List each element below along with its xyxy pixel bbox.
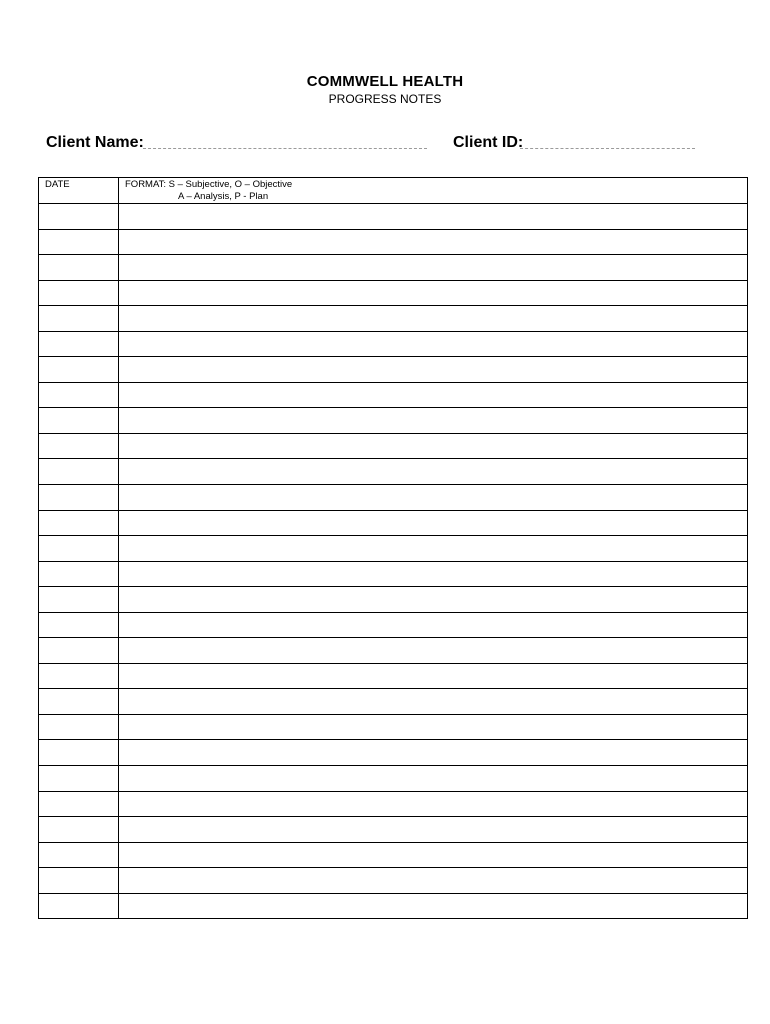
table-row [39,868,748,894]
table-row [39,306,748,332]
table-row [39,204,748,230]
form-title: COMMWELL HEALTH [306,73,464,90]
note-cell[interactable] [119,791,748,817]
note-cell[interactable] [119,868,748,894]
table-row [39,842,748,868]
note-cell[interactable] [119,382,748,408]
table-row [39,331,748,357]
date-cell[interactable] [39,459,119,485]
date-cell[interactable] [39,612,119,638]
table-row [39,587,748,613]
note-cell[interactable] [119,893,748,919]
note-cell[interactable] [119,255,748,281]
date-cell[interactable] [39,587,119,613]
note-cell[interactable] [119,817,748,843]
note-cell[interactable] [119,638,748,664]
date-cell[interactable] [39,255,119,281]
note-cell[interactable] [119,357,748,383]
date-cell[interactable] [39,331,119,357]
date-cell[interactable] [39,561,119,587]
date-cell[interactable] [39,510,119,536]
table-row [39,229,748,255]
table-row [39,714,748,740]
note-cell[interactable] [119,612,748,638]
table-row [39,612,748,638]
note-cell[interactable] [119,689,748,715]
date-cell[interactable] [39,663,119,689]
date-cell[interactable] [39,689,119,715]
table-row [39,791,748,817]
table-row [39,817,748,843]
format-column-header [119,178,748,204]
table-row [39,280,748,306]
table-row [39,766,748,792]
note-cell[interactable] [119,766,748,792]
date-cell[interactable] [39,280,119,306]
note-cell[interactable] [119,485,748,511]
date-cell[interactable] [39,766,119,792]
date-cell[interactable] [39,357,119,383]
date-cell[interactable] [39,638,119,664]
date-cell[interactable] [39,433,119,459]
client-id-field[interactable] [520,148,695,149]
date-cell[interactable] [39,229,119,255]
date-cell[interactable] [39,306,119,332]
note-cell[interactable] [119,433,748,459]
date-cell[interactable] [39,868,119,894]
progress-notes-table [38,177,748,919]
note-cell[interactable] [119,842,748,868]
date-cell[interactable] [39,204,119,230]
client-name-label: Client Name: [46,134,144,151]
date-cell[interactable] [39,817,119,843]
date-cell[interactable] [39,536,119,562]
note-cell[interactable] [119,229,748,255]
date-cell[interactable] [39,408,119,434]
date-cell[interactable] [39,740,119,766]
date-cell[interactable] [39,893,119,919]
note-cell[interactable] [119,331,748,357]
client-name-field[interactable] [143,148,427,149]
note-cell[interactable] [119,204,748,230]
note-cell[interactable] [119,459,748,485]
table-row [39,255,748,281]
table-row [39,638,748,664]
date-cell[interactable] [39,791,119,817]
note-cell[interactable] [119,536,748,562]
table-row [39,663,748,689]
note-cell[interactable] [119,561,748,587]
date-cell[interactable] [39,714,119,740]
table-row [39,382,748,408]
note-cell[interactable] [119,306,748,332]
note-cell[interactable] [119,714,748,740]
note-cell[interactable] [119,408,748,434]
table-row [39,689,748,715]
note-cell[interactable] [119,280,748,306]
table-header-row [39,178,748,204]
note-cell[interactable] [119,587,748,613]
client-id-label: Client ID: [453,134,524,151]
table-row [39,561,748,587]
format-legend-line2: A – Analysis, P - Plan [178,191,269,202]
date-cell[interactable] [39,382,119,408]
format-legend-line1: FORMAT: S – Subjective, O – Objective [125,179,293,190]
note-cell[interactable] [119,740,748,766]
table-row [39,740,748,766]
table-row [39,485,748,511]
date-cell[interactable] [39,842,119,868]
date-column-header: DATE [39,178,119,204]
note-cell[interactable] [119,510,748,536]
table-row [39,408,748,434]
note-cell[interactable] [119,663,748,689]
table-row [39,357,748,383]
table-row [39,459,748,485]
table-row [39,536,748,562]
table-row [39,433,748,459]
date-cell[interactable] [39,485,119,511]
form-subtitle: PROGRESS NOTES [328,92,442,106]
table-row [39,510,748,536]
table-row [39,893,748,919]
